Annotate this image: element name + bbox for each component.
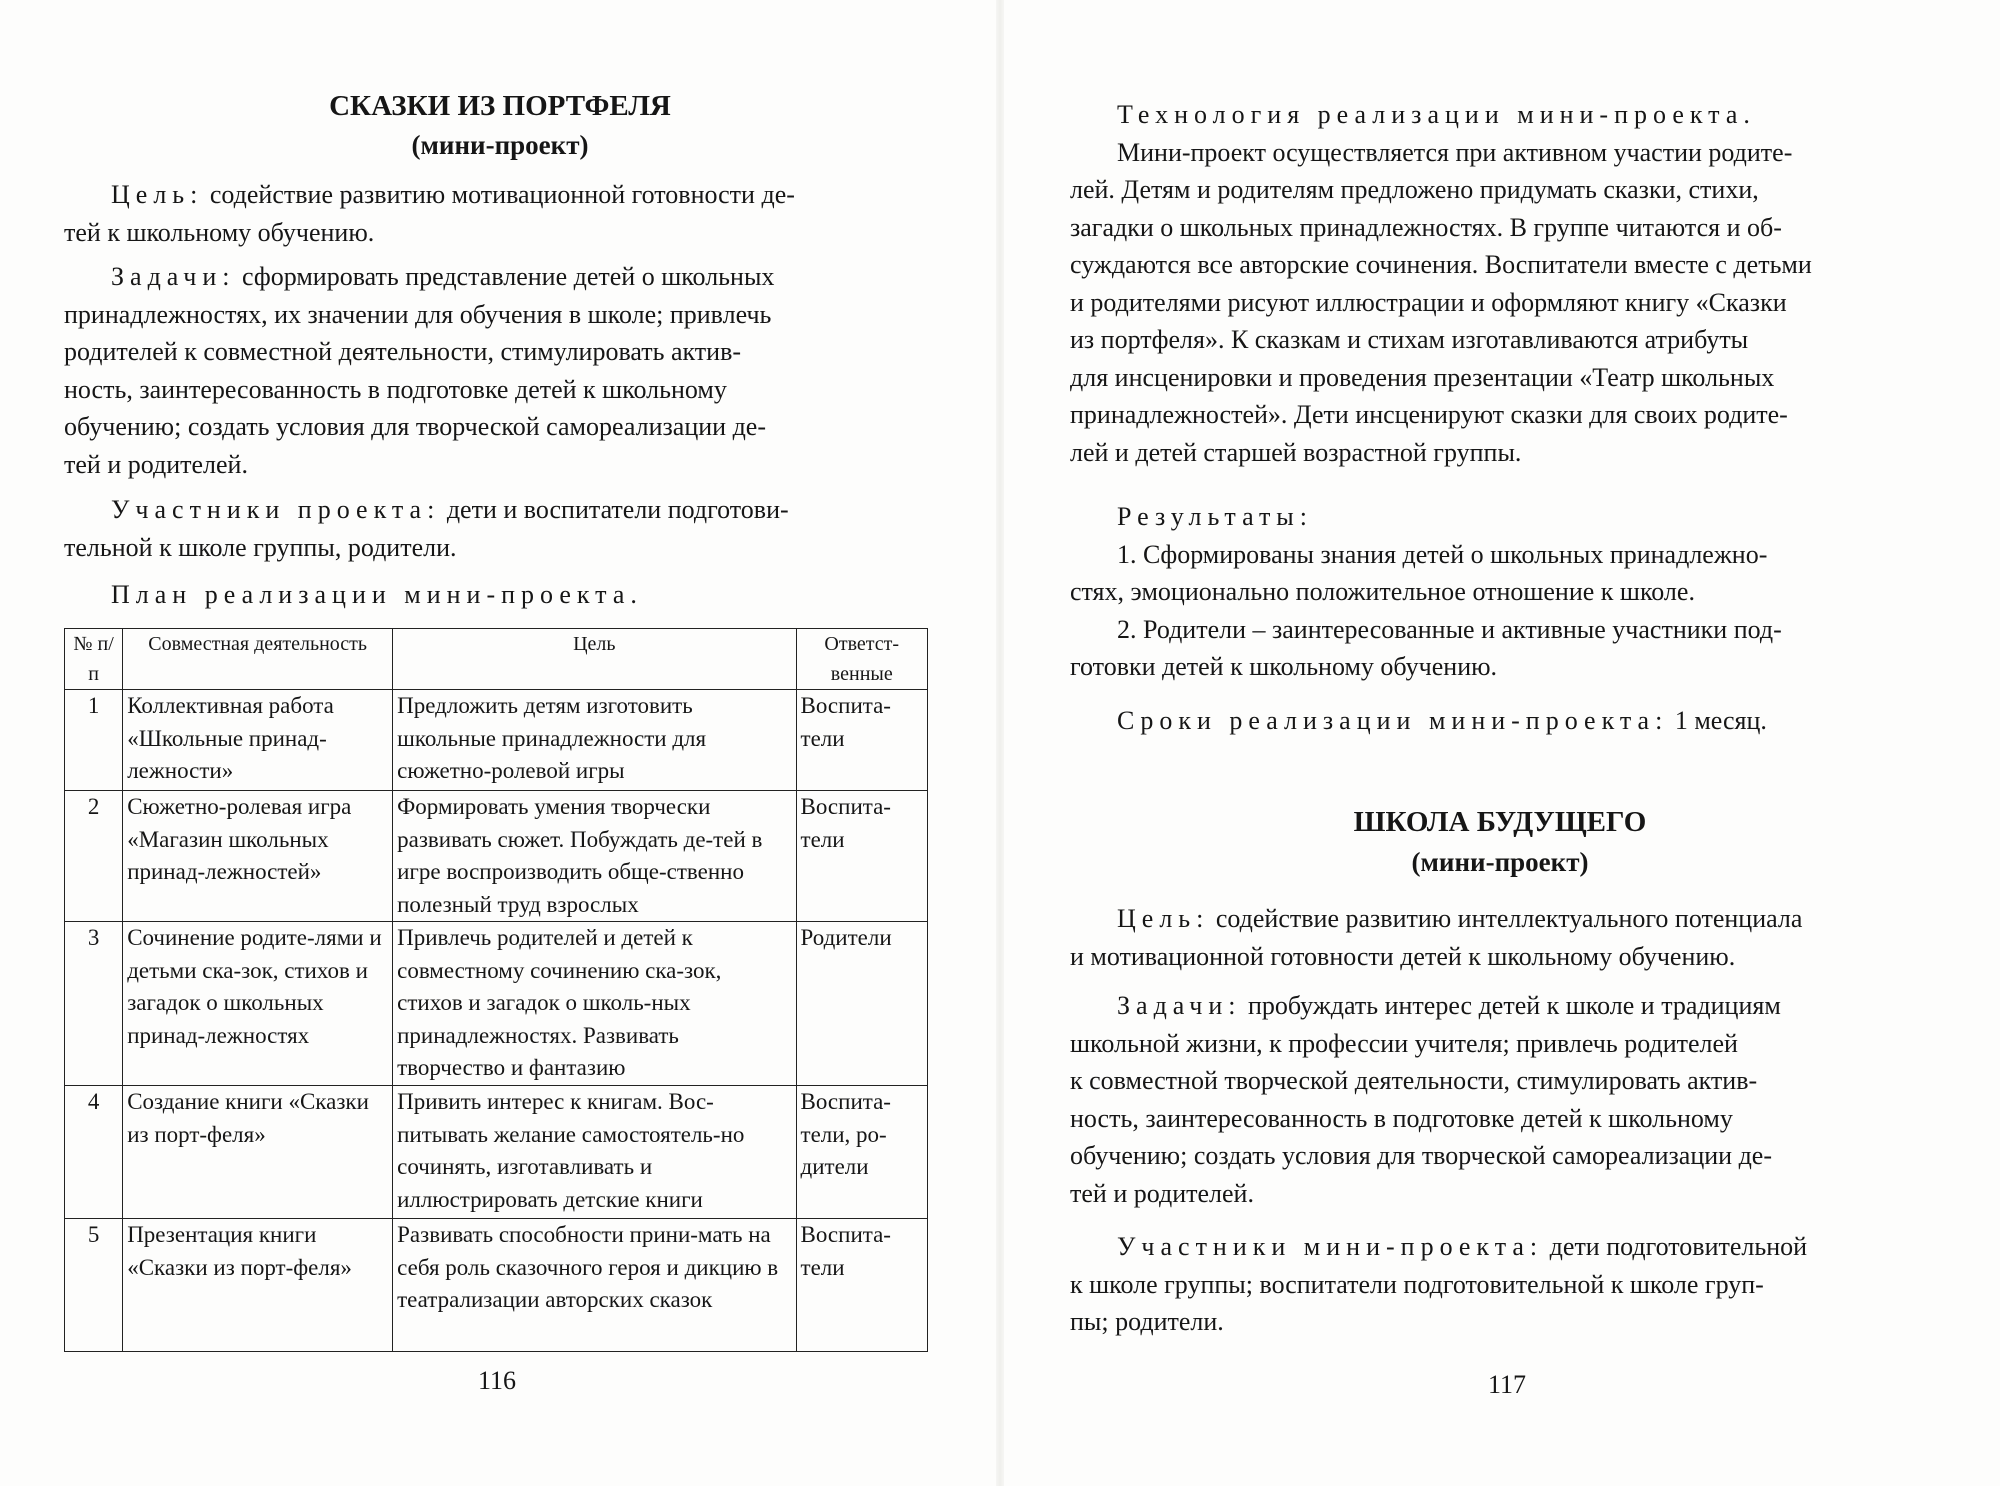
plan-table — [64, 628, 928, 1352]
page-title: СКАЗКИ ИЗ ПОРТФЕЛЯ — [329, 90, 671, 122]
page-number: 117 — [1487, 1370, 1527, 1399]
terms-value: 1 месяц. — [1674, 706, 1767, 735]
table-row: 2 Сюжетно-ролевая игра «Магазин школьных принад-лежностей» Формировать умения творчески развивать сюжет. Побуждать де-тей в игре воспроизводить обще-ственно полезный труд взрослых Воспита-тели — [65, 791, 928, 922]
goal-label: Цель: — [111, 180, 204, 209]
goal-paragraph: Цель: содействие развитию мотивационной готовности де- тей к школьному обучению. — [64, 180, 795, 247]
table-header-row — [65, 629, 928, 690]
header-activity: Совместная деятельность — [123, 629, 393, 690]
tasks2-paragraph: Задачи: пробуждать интерес детей к школе и традициям школьной жизни, к профессии учителя; привлечь родителей к совместной творческой деятельности, стимулировать актив- ность, заинтересованность в подготовке детей к школьному обучению; создать условия для творческой самореализации де- тей и родителей. — [1070, 991, 1781, 1208]
tasks-paragraph: Задачи: сформировать представление детей о школьных принадлежностях, их значении для обучения в школе; привлечь родителей к совместной деятельности, стимулировать актив- ность, заинтересованность в подготовке детей к школьному обучению; создать условия для творческой самореализации де- тей и родителей. — [64, 262, 775, 479]
header-responsible: Ответст-венные — [796, 629, 927, 690]
tasks2-label: Задачи: — [1117, 991, 1242, 1020]
participants-paragraph: Участники проекта: дети и воспитатели подготови- тельной к школе группы, родители. — [64, 495, 789, 562]
goal2-paragraph: Цель: содействие развитию интеллектуального потенциала и мотивационной готовности детей к школьному обучению. — [1070, 904, 1803, 971]
table-row: 4 Создание книги «Сказки из порт-феля» Привить интерес к книгам. Вос-питывать желание самостоятель-но сочинять, изготавливать и иллюстрировать детские книги Воспита-тели, ро-дители — [65, 1086, 928, 1219]
table-row: 3 Сочинение родите-лями и детьми ска-зок, стихов и загадок о школьных принад-лежностях Привлечь родителей и детей к совместному сочинению ска-зок, стихов и загадок о школь-ных принадлежностях. Развивать творчество и фантазию Родители — [65, 922, 928, 1086]
tasks-label: Задачи: — [111, 262, 236, 291]
results-label: Результаты: — [1117, 502, 1313, 531]
header-num: № п/п — [65, 629, 123, 690]
header-goal: Цель — [393, 629, 796, 690]
table-row: 5 Презентация книги «Сказки из порт-феля» Развивать способности прини-мать на себя роль сказочного героя и дикцию в театрализации авторских сказок Воспита-тели — [65, 1219, 928, 1352]
technology-label: Технология реализации мини-проекта. — [1117, 100, 1756, 129]
right-page — [1000, 0, 2000, 1486]
participants-label: Участники проекта: — [111, 495, 441, 524]
technology-paragraph: Технология реализации мини-проекта. Мини-проект осуществляется при активном участии родите- лей. Детям и родителям предложено придумать сказки, стихи, загадки о школьных принадлежностях. В группе читаются и об- суждаются все авторские сочинения. Воспитатели вместе с детьми и родителями рисуют иллюстрации и оформляют книгу «Сказки из портфеля». К сказкам и стихам изготавливаются атрибуты для инсценировки и проведения презентации «Театр школьных принадлежностей». Дети инсценируют сказки для своих родите- лей и детей старшей возрастной группы. — [1070, 96, 1948, 471]
participants2-paragraph: Участники мини-проекта: дети подготовительной к школе группы; воспитатели подготовительной к школе груп- пы; родители. — [1070, 1232, 1808, 1336]
section-subtitle: (мини-проект) — [1411, 847, 1589, 877]
plan-label: План реализации мини-проекта. — [111, 580, 643, 609]
terms-line — [1117, 702, 1948, 740]
table-row: 1 Коллективная работа «Школьные принад-лежности» Предложить детям изготовить школьные принадлежности для сюжетно-ролевой игры Воспита-тели — [65, 690, 928, 791]
page-subtitle: (мини-проект) — [411, 130, 589, 160]
results-section: Результаты: 1. Сформированы знания детей о школьных принадлежно- стях, эмоционально положительное отношение к школе. 2. Родители – заинтересованные и активные участники под- готовки детей к школьному обучению. — [1070, 498, 1948, 686]
section-title: ШКОЛА БУДУЩЕГО — [1353, 806, 1647, 838]
participants2-label: Участники мини-проекта: — [1117, 1232, 1544, 1261]
page-number: 116 — [477, 1366, 517, 1395]
terms-label: Сроки реализации мини-проекта: — [1117, 706, 1669, 735]
goal2-label: Цель: — [1117, 904, 1210, 933]
